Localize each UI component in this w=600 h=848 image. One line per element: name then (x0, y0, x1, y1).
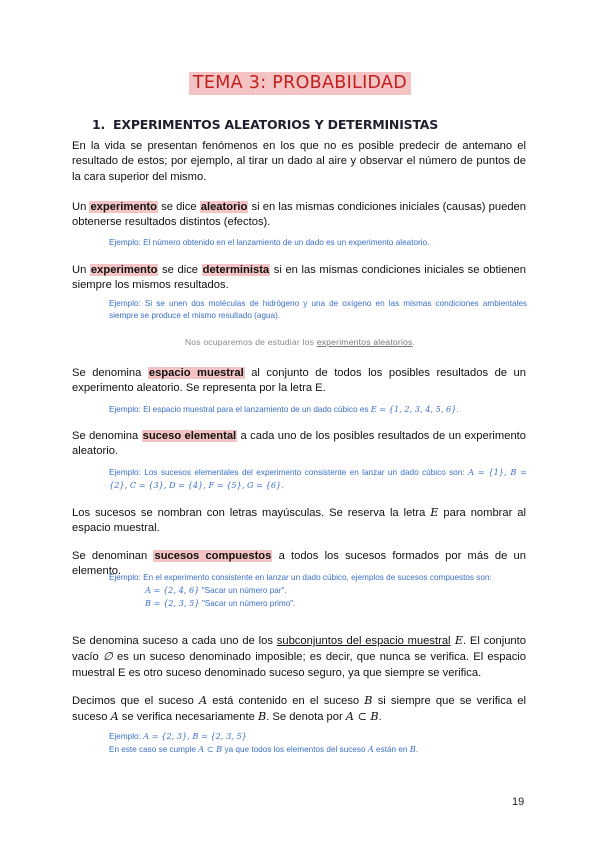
example-line: A = {2, 4, 6} "Sacar un número par". (145, 585, 287, 595)
example-sucesos-compuestos: Ejemplo: En el experimento consistente en lanzar un dado cúbico, ejemplos de sucesos compuestos son: A = {2, 4, 6} "Sacar un número par". B = {2, 3, 5} "Sacar un número primo". (109, 572, 527, 610)
section-number: 1. (92, 117, 106, 132)
paragraph-suceso: Se denomina suceso a cada uno de los subconjuntos del espacio muestral E. El conjunto vacío ∅ es un suceso denominado imposible; es decir, que nunca se verifica. El espacio muestral E es otro suceso denominado suceso seguro, ya que siempre se verifica. (72, 634, 526, 679)
highlight-term: experimento (90, 201, 157, 213)
example-contenido: Ejemplo: A = {2, 3}, B = {2, 3, 5} En este caso se cumple A ⊂ B ya que todos los elementos del suceso A están en B. (109, 731, 419, 754)
paragraph-determinista: Un experimento se dice determinista si en las mismas condiciones iniciales se obtienen siempre los mismos resultados. (72, 264, 526, 292)
title-container (0, 72, 600, 95)
example-aleatorio: Ejemplo: El número obtenido en el lanzamiento de un dado es un experimento aleatorio. (109, 238, 430, 247)
paragraph-intro: En la vida se presentan fenómenos en los que no es posible predecir de antemano el resultado de estos; por ejemplo, al tirar un dado al aire y observar el número de puntos de la cara superior del mismo. (72, 140, 526, 183)
page-number: 19 (512, 796, 525, 808)
highlight-term: sucesos compuestos (154, 550, 272, 562)
underlined-term: subconjuntos del espacio muestral (276, 635, 451, 647)
paragraph-letras: Los sucesos se nombran con letras mayúsculas. Se reserva la letra E para nombrar al espacio muestral. (72, 506, 526, 535)
highlight-term: espacio muestral (148, 367, 244, 379)
highlight-term: aleatorio (200, 201, 248, 213)
example-suceso-elemental: Ejemplo: Los sucesos elementales del experimento consistente en lanzar un dado cúbico son: A = {1}, B = {2}, C = {3}, D = {4}, F = {5}, G = {6}. (109, 467, 527, 490)
underlined-term: experimentos aleatorios (316, 337, 413, 347)
example-determinista: Ejemplo: Si se unen dos moléculas de hidrógeno y una de oxígeno en las mismas condiciones ambientales siempre se produce el mismo resultado (agua). (109, 299, 527, 320)
section-heading (92, 117, 438, 132)
page-title: TEMA 3: PROBABILIDAD (189, 72, 411, 95)
paragraph-sucesos-compuestos: Se denominan sucesos compuestos a todos los sucesos formados por más de un elemento. (72, 550, 526, 578)
highlight-term: suceso elemental (142, 430, 237, 442)
section-title: EXPERIMENTOS ALEATORIOS Y DETERMINISTAS (113, 117, 439, 132)
example-line: B = {2, 3, 5} "Sacar un número primo". (145, 598, 296, 608)
paragraph-espacio-muestral: Se denomina espacio muestral al conjunto de todos los posibles resultados de un experimento aleatorio. Se representa por la letra E. (72, 367, 526, 395)
note-line: Nos ocuparemos de estudiar los experimentos aleatorios. (184, 337, 416, 347)
highlight-term: experimento (90, 264, 158, 276)
highlight-term: determinista (202, 264, 270, 276)
paragraph-aleatorio: Un experimento se dice aleatorio si en las mismas condiciones iniciales (causas) pueden obtenerse resultados distintos (efectos). (72, 201, 526, 229)
example-espacio-muestral: Ejemplo: El espacio muestral para el lanzamiento de un dado cúbico es E = {1, 2, 3, 4, 5, 6}. (109, 404, 459, 414)
paragraph-contenido: Decimos que el suceso A está contenido en el suceso B si siempre que se verifica el suceso A se verifica necesariamente B. Se denota por A ⊂ B. (72, 694, 526, 724)
paragraph-suceso-elemental: Se denomina suceso elemental a cada uno de los posibles resultados de un experimento aleatorio. (72, 430, 526, 458)
